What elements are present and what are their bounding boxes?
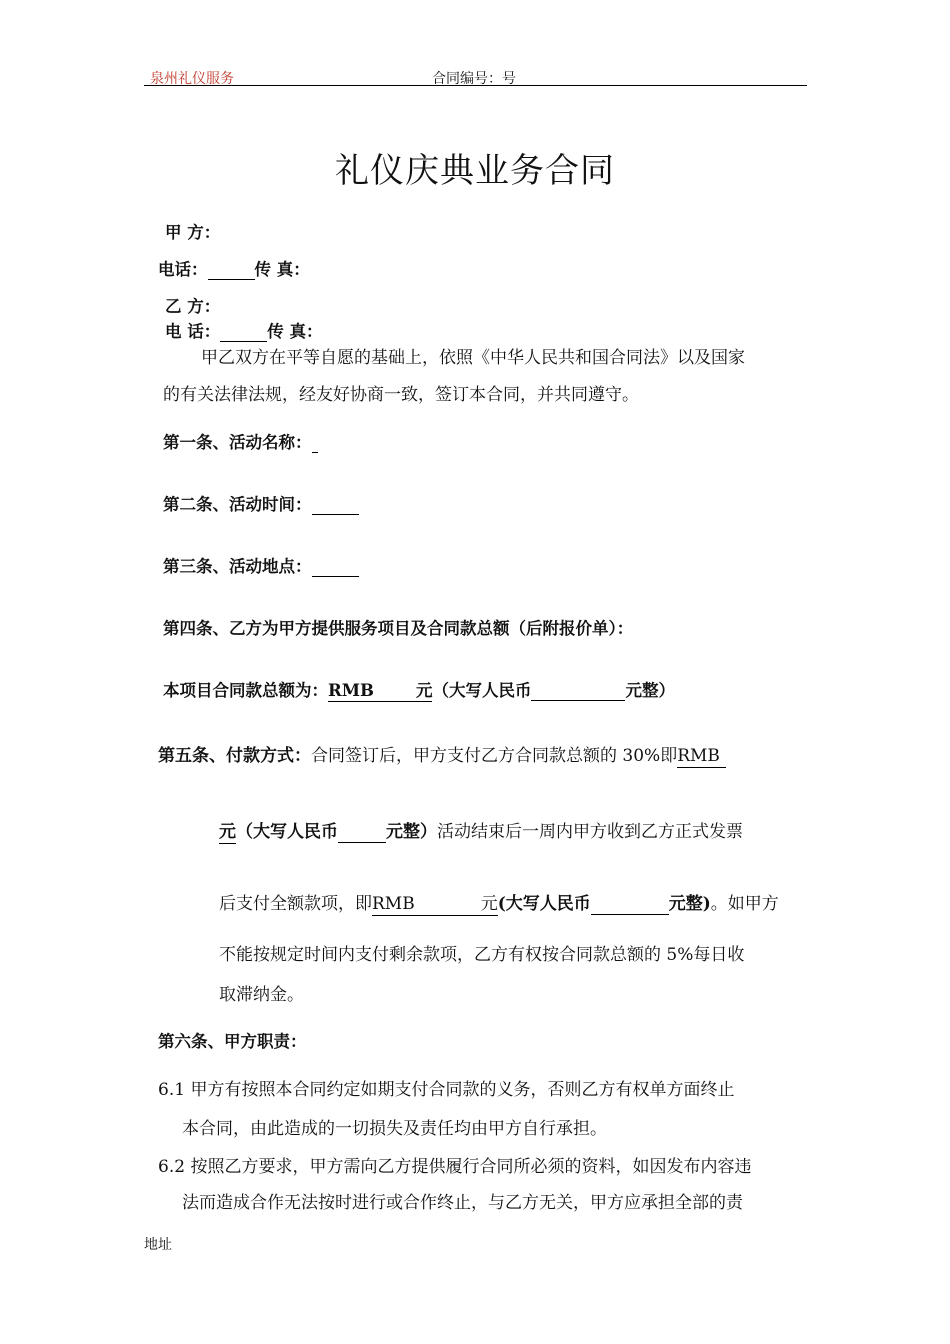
header-rule — [144, 85, 807, 86]
article-5-close-3: 元整) — [668, 894, 711, 914]
total-capital-blank — [531, 682, 625, 701]
total-rmb — [328, 681, 432, 702]
total-yuan: 元 — [415, 681, 433, 700]
header-brand: 泉州礼仪服务 — [150, 71, 234, 87]
footer-address: 地址 — [144, 1237, 172, 1253]
article-4: 第四条、乙方为甲方提供服务项目及合同款总额（后附报价单）： — [163, 619, 634, 638]
article-5-yuan-3: 元 — [480, 894, 498, 914]
party-b-fax-label: 传 真： — [267, 322, 323, 341]
party-b-contact — [165, 318, 323, 342]
party-a-label: 甲 方： — [165, 223, 221, 242]
party-b-label: 乙 方： — [165, 297, 221, 316]
article-5-line-5: 取滞纳金。 — [219, 985, 304, 1005]
total-capital-close: 元整） — [625, 681, 675, 700]
party-a-contact — [158, 256, 310, 280]
article-1 — [163, 429, 318, 453]
article-5-capital-2-blank — [338, 824, 386, 843]
clause-6-1-line-1: 6.1 甲方有按照本合同约定如期支付合同款的义务，否则乙方有权单方面终止 — [158, 1080, 735, 1100]
article-3-label: 第三条、活动地点： — [163, 557, 312, 576]
total-amount-label: 本项目合同款总额为： — [163, 681, 328, 700]
article-5-line-2 — [219, 817, 743, 843]
article-1-label: 第一条、活动名称： — [163, 433, 312, 452]
article-5-close-2: 元整） — [386, 822, 437, 842]
intro-line-2: 的有关法律法规，经友好协商一致，签订本合同，并共同遵守。 — [163, 385, 639, 405]
total-amount — [163, 677, 675, 701]
article-1-blank — [312, 434, 318, 453]
article-5-text-2: 活动结束后一周内甲方收到乙方正式发票 — [437, 822, 743, 842]
intro-line-1: 甲乙双方在平等自愿的基础上，依照《中华人民共和国合同法》以及国家 — [201, 348, 745, 368]
page-title: 礼仪庆典业务合同 — [335, 151, 615, 191]
article-3 — [163, 553, 359, 577]
article-2-blank — [312, 496, 359, 515]
article-2 — [163, 491, 359, 515]
clause-6-1-line-2: 本合同，由此造成的一切损失及责任均由甲方自行承担。 — [182, 1119, 607, 1139]
article-5-line-4: 不能按规定时间内支付剩余款项，乙方有权按合同款总额的 5%每日收 — [219, 945, 745, 965]
total-rmb-text: RMB — [328, 681, 374, 700]
clause-6-2-line-2: 法而造成合作无法按时进行或合作终止，与乙方无关，甲方应承担全部的责 — [182, 1193, 743, 1213]
article-3-blank — [312, 558, 359, 577]
total-capital-open: （大写人民币 — [432, 681, 532, 700]
clause-6-2-line-1: 6.2 按照乙方要求，甲方需向乙方提供履行合同所必须的资料，如因发布内容违 — [158, 1157, 752, 1177]
article-5-capital-3: (大写人民币 — [497, 894, 591, 914]
article-5-text-3-end: 。如甲方 — [710, 894, 779, 914]
party-a-phone-label: 电话： — [158, 260, 208, 279]
article-5-capital-3-blank — [591, 896, 669, 915]
article-5-capital-2: （大写人民币 — [236, 822, 338, 842]
article-5-line-1 — [158, 741, 726, 766]
party-a-phone-blank — [208, 261, 255, 280]
article-5-title: 第五条、付款方式： — [158, 746, 311, 766]
party-b-phone-blank — [220, 323, 267, 342]
contract-number: 合同编号：号 — [432, 71, 516, 87]
article-5-line-3 — [219, 889, 779, 915]
party-a-fax-label: 传 真： — [254, 260, 310, 279]
article-5-rmb-text: RMB — [677, 746, 720, 766]
party-b-phone-label: 电 话： — [165, 322, 221, 341]
article-5-text-1: 合同签订后，甲方支付乙方合同款总额的 30%即 — [311, 746, 678, 766]
article-5-yuan-2: 元 — [219, 822, 236, 842]
article-5-rmb-3-text: RMB — [372, 894, 415, 914]
article-5-rmb-3 — [372, 894, 498, 916]
article-5-text-3: 后支付全额款项，即 — [219, 894, 372, 914]
article-5-rmb — [677, 746, 726, 768]
article-6-title: 第六条、甲方职责： — [158, 1032, 307, 1051]
article-2-label: 第二条、活动时间： — [163, 495, 312, 514]
